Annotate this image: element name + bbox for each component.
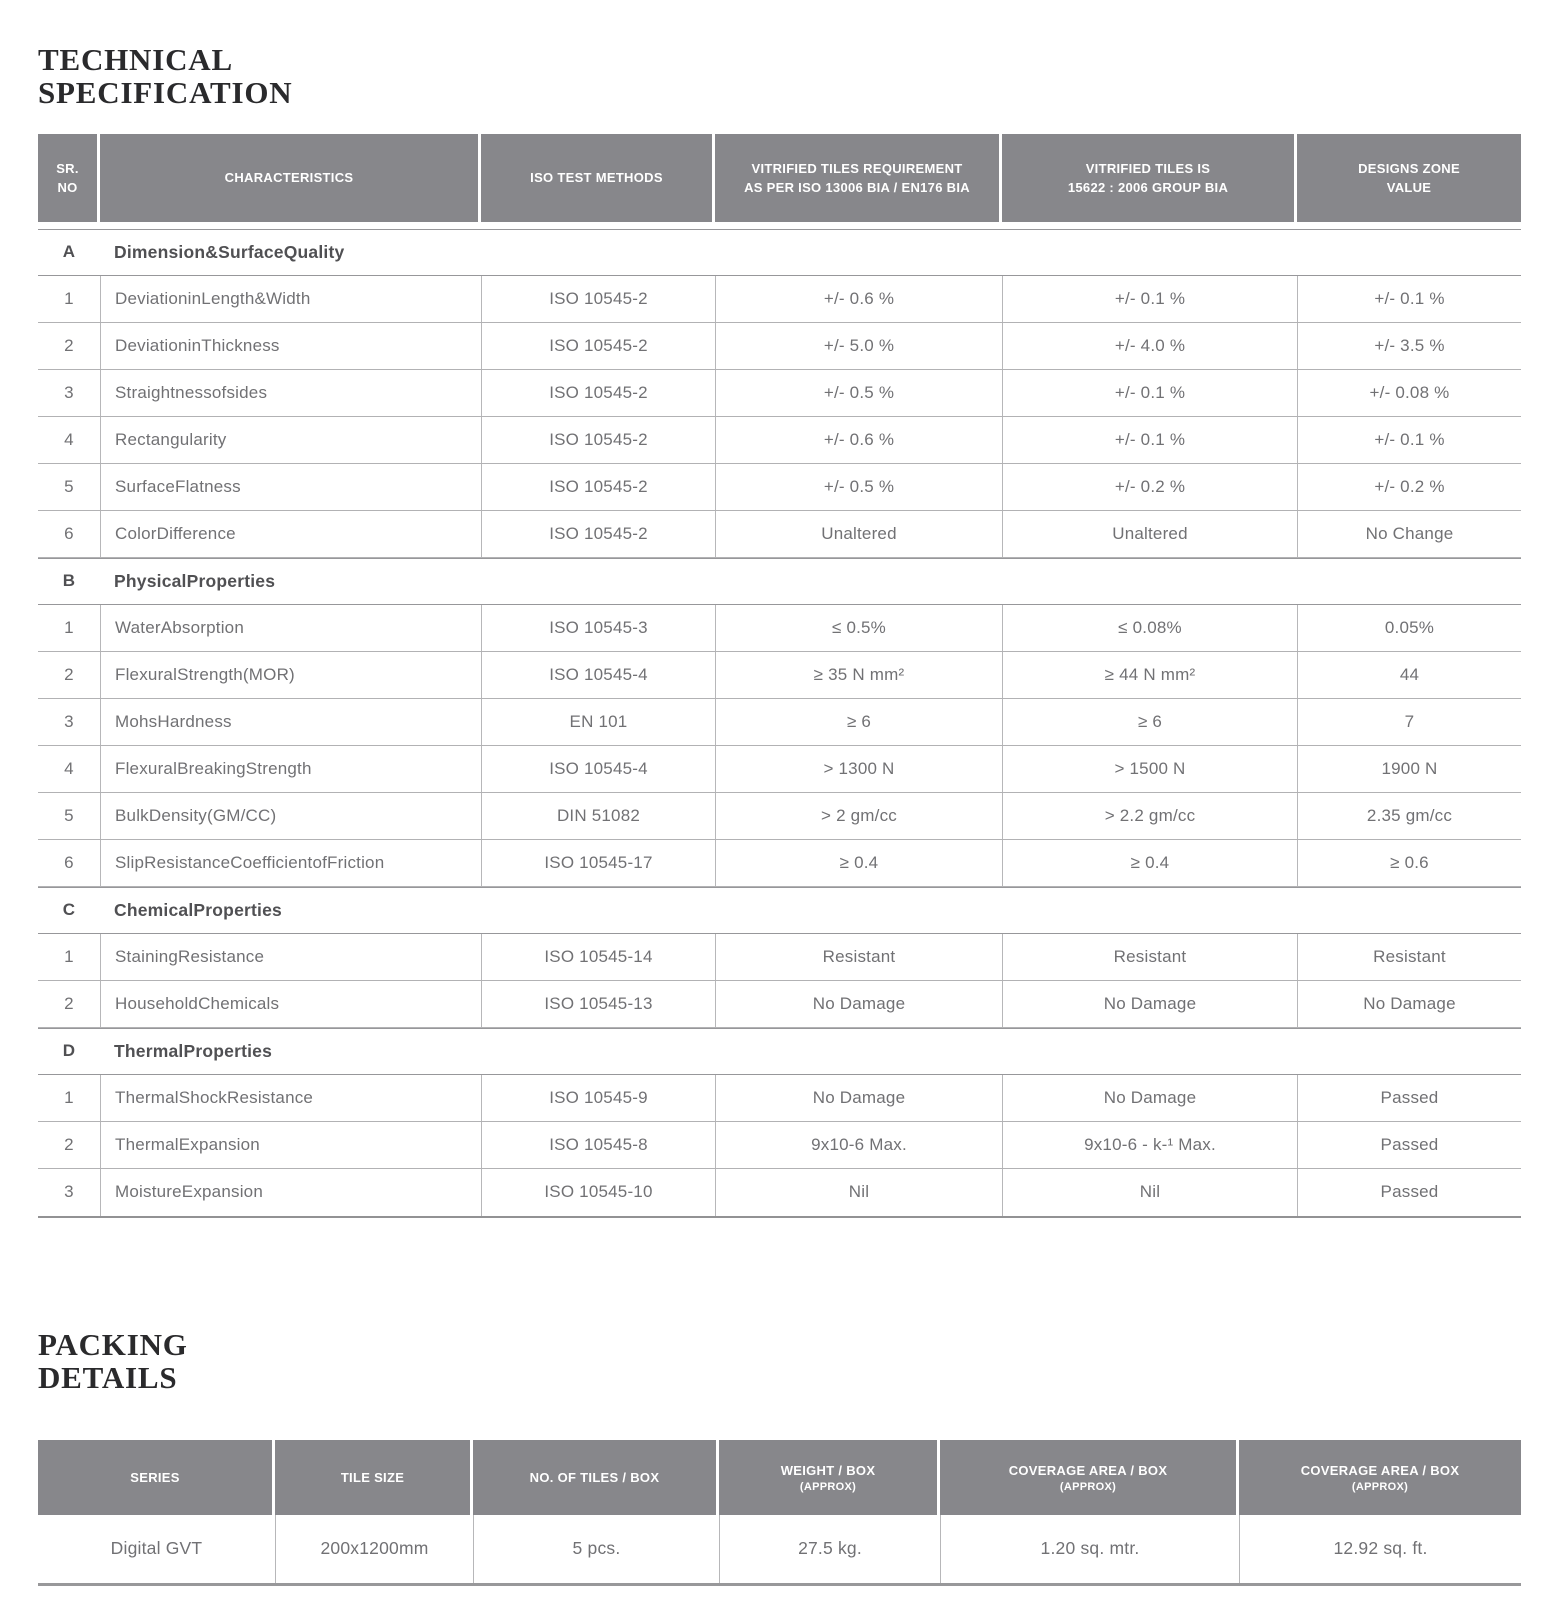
spec-table-header <box>38 134 1521 222</box>
row-requirement: +/- 0.6 % <box>715 276 1002 322</box>
row-characteristic: WaterAbsorption <box>100 605 481 651</box>
row-is-value: +/- 0.1 % <box>1002 417 1297 463</box>
row-characteristic: MoistureExpansion <box>100 1169 481 1216</box>
section-letter: C <box>62 900 76 920</box>
row-requirement: +/- 5.0 % <box>715 323 1002 369</box>
row-number: 3 <box>64 382 74 402</box>
row-requirement: +/- 0.5 % <box>715 464 1002 510</box>
spec-data-row <box>38 981 1521 1028</box>
spec-data-row <box>38 1122 1521 1169</box>
spec-data-row <box>38 511 1521 558</box>
row-coverage-sq-ft: 12.92 sq. ft. <box>1239 1515 1521 1583</box>
row-requirement: Unaltered <box>715 511 1002 557</box>
row-iso-method: ISO 10545-9 <box>481 1075 715 1121</box>
technical-title-line1: TECHNICAL <box>38 41 233 77</box>
row-number: 3 <box>64 1182 74 1202</box>
row-number: 5 <box>64 476 74 496</box>
row-iso-method: ISO 10545-10 <box>481 1169 715 1216</box>
row-zone-value: Passed <box>1297 1169 1521 1216</box>
spec-data-row <box>38 323 1521 370</box>
row-iso-method: ISO 10545-3 <box>481 605 715 651</box>
row-characteristic: DeviationinThickness <box>100 323 481 369</box>
spec-data-row <box>38 276 1521 323</box>
row-characteristic: ThermalExpansion <box>100 1122 481 1168</box>
section-title: ThermalProperties <box>114 1040 273 1061</box>
row-number: 2 <box>64 993 74 1013</box>
spec-header-line1: SR. <box>56 160 79 176</box>
spec-header-line1: ISO TEST METHODS <box>530 170 663 186</box>
spec-table-body <box>38 229 1521 1218</box>
technical-specification-table <box>38 134 1521 1218</box>
row-characteristic: Straightnessofsides <box>100 370 481 416</box>
row-zone-value: +/- 0.1 % <box>1297 276 1521 322</box>
spec-header-line2: 15622 : 2006 GROUP BIA <box>1067 179 1229 195</box>
packing-table-header <box>38 1440 1521 1515</box>
row-characteristic: Rectangularity <box>100 417 481 463</box>
technical-specification-title <box>38 43 1521 109</box>
section-letter: A <box>62 242 76 262</box>
row-zone-value: ≥ 0.6 <box>1297 840 1521 886</box>
row-number: 1 <box>64 1087 74 1107</box>
spec-header-cell <box>100 134 481 222</box>
row-number: 2 <box>64 1134 74 1154</box>
row-characteristic: SlipResistanceCoefficientofFriction <box>100 840 481 886</box>
row-series: Digital GVT <box>110 1538 203 1559</box>
row-is-value: ≥ 0.4 <box>1002 840 1297 886</box>
row-is-value: +/- 0.1 % <box>1002 276 1297 322</box>
section-title: PhysicalProperties <box>114 570 276 591</box>
packing-header-cell <box>38 1440 275 1515</box>
row-characteristic: MohsHardness <box>100 699 481 745</box>
spec-header-line2: AS PER ISO 13006 BIA / EN176 BIA <box>744 179 970 195</box>
row-zone-value: +/- 3.5 % <box>1297 323 1521 369</box>
packing-header-line2: (APPROX) <box>1059 1480 1117 1493</box>
row-characteristic: ThermalShockResistance <box>100 1075 481 1121</box>
row-number: 1 <box>64 617 74 637</box>
row-is-value: +/- 0.1 % <box>1002 370 1297 416</box>
row-is-value: No Damage <box>1002 981 1297 1027</box>
row-requirement: > 1300 N <box>715 746 1002 792</box>
row-iso-method: EN 101 <box>481 699 715 745</box>
row-zone-value: Passed <box>1297 1122 1521 1168</box>
row-characteristic: StainingResistance <box>100 934 481 980</box>
row-weight-per-box: 27.5 kg. <box>719 1515 940 1583</box>
row-zone-value: 0.05% <box>1297 605 1521 651</box>
spec-data-row <box>38 417 1521 464</box>
row-iso-method: ISO 10545-13 <box>481 981 715 1027</box>
row-zone-value: Resistant <box>1297 934 1521 980</box>
row-number: 2 <box>64 664 74 684</box>
packing-details-table <box>38 1440 1521 1586</box>
packing-header-line1: SERIES <box>130 1469 180 1485</box>
spec-header-line2: NO <box>57 179 78 195</box>
row-zone-value: 2.35 gm/cc <box>1297 793 1521 839</box>
spec-data-row <box>38 793 1521 840</box>
packing-header-line1: TILE SIZE <box>340 1469 405 1485</box>
spec-data-row <box>38 934 1521 981</box>
row-zone-value: No Change <box>1297 511 1521 557</box>
packing-data-row <box>38 1515 1521 1583</box>
row-number: 1 <box>64 288 74 308</box>
row-coverage-sq-mtr: 1.20 sq. mtr. <box>940 1515 1239 1583</box>
row-zone-value: No Damage <box>1297 981 1521 1027</box>
row-zone-value: +/- 0.1 % <box>1297 417 1521 463</box>
row-is-value: > 1500 N <box>1002 746 1297 792</box>
row-is-value: ≥ 6 <box>1002 699 1297 745</box>
spec-data-row <box>38 370 1521 417</box>
row-requirement: ≥ 0.4 <box>715 840 1002 886</box>
spec-data-row <box>38 1169 1521 1216</box>
row-requirement: ≥ 6 <box>715 699 1002 745</box>
spec-header-cell <box>481 134 715 222</box>
spec-section-row <box>38 1028 1521 1075</box>
packing-header-line1: NO. OF TILES / BOX <box>529 1469 660 1485</box>
packing-details-title <box>38 1328 1521 1394</box>
row-iso-method: ISO 10545-14 <box>481 934 715 980</box>
row-requirement: Resistant <box>715 934 1002 980</box>
spec-data-row <box>38 605 1521 652</box>
row-is-value: Resistant <box>1002 934 1297 980</box>
row-is-value: ≥ 44 N mm² <box>1002 652 1297 698</box>
row-iso-method: ISO 10545-2 <box>481 370 715 416</box>
row-number: 2 <box>64 335 74 355</box>
row-iso-method: ISO 10545-8 <box>481 1122 715 1168</box>
row-is-value: ≤ 0.08% <box>1002 605 1297 651</box>
row-zone-value: Passed <box>1297 1075 1521 1121</box>
row-number: 3 <box>64 711 74 731</box>
row-characteristic: DeviationinLength&Width <box>100 276 481 322</box>
section-title: ChemicalProperties <box>114 899 282 920</box>
packing-table-body <box>38 1515 1521 1586</box>
row-characteristic: ColorDifference <box>100 511 481 557</box>
row-iso-method: ISO 10545-2 <box>481 511 715 557</box>
row-characteristic: BulkDensity(GM/CC) <box>100 793 481 839</box>
row-is-value: Nil <box>1002 1169 1297 1216</box>
spec-header-line1: VITRIFIED TILES IS <box>1085 160 1211 176</box>
packing-header-line2: (APPROX) <box>799 1480 857 1493</box>
packing-header-line2: (APPROX) <box>1351 1480 1409 1493</box>
row-iso-method: ISO 10545-2 <box>481 417 715 463</box>
section-letter: D <box>62 1041 76 1061</box>
row-iso-method: DIN 51082 <box>481 793 715 839</box>
packing-header-line1: WEIGHT / BOX <box>780 1462 876 1478</box>
packing-title-line1: PACKING <box>38 1326 188 1362</box>
row-zone-value: 7 <box>1297 699 1521 745</box>
spec-data-row <box>38 1075 1521 1122</box>
packing-header-cell <box>473 1440 719 1515</box>
row-is-value: Unaltered <box>1002 511 1297 557</box>
spec-header-cell <box>715 134 1002 222</box>
row-is-value: 9x10-6 - k-¹ Max. <box>1002 1122 1297 1168</box>
packing-header-cell <box>940 1440 1239 1515</box>
row-number: 6 <box>64 852 74 872</box>
row-iso-method: ISO 10545-2 <box>481 276 715 322</box>
row-tiles-per-box: 5 pcs. <box>473 1515 719 1583</box>
row-characteristic: HouseholdChemicals <box>100 981 481 1027</box>
row-is-value: +/- 4.0 % <box>1002 323 1297 369</box>
spec-data-row <box>38 746 1521 793</box>
row-requirement: +/- 0.6 % <box>715 417 1002 463</box>
row-zone-value: +/- 0.2 % <box>1297 464 1521 510</box>
spec-header-cell <box>1002 134 1297 222</box>
row-number: 4 <box>64 758 74 778</box>
spec-header-cell <box>38 134 100 222</box>
row-requirement: ≤ 0.5% <box>715 605 1002 651</box>
packing-title-line2: DETAILS <box>38 1359 178 1395</box>
spec-data-row <box>38 464 1521 511</box>
row-tile-size: 200x1200mm <box>275 1515 473 1583</box>
packing-header-line1: COVERAGE AREA / BOX <box>1008 1462 1168 1478</box>
row-zone-value: +/- 0.08 % <box>1297 370 1521 416</box>
row-characteristic: FlexuralBreakingStrength <box>100 746 481 792</box>
row-iso-method: ISO 10545-4 <box>481 652 715 698</box>
spec-data-row <box>38 699 1521 746</box>
row-is-value: No Damage <box>1002 1075 1297 1121</box>
row-requirement: > 2 gm/cc <box>715 793 1002 839</box>
row-characteristic: FlexuralStrength(MOR) <box>100 652 481 698</box>
spec-header-line2: VALUE <box>1386 179 1432 195</box>
row-number: 1 <box>64 946 74 966</box>
spec-header-line1: DESIGNS ZONE <box>1358 160 1460 176</box>
row-iso-method: ISO 10545-17 <box>481 840 715 886</box>
row-iso-method: ISO 10545-2 <box>481 323 715 369</box>
row-number: 6 <box>64 523 74 543</box>
row-zone-value: 1900 N <box>1297 746 1521 792</box>
row-requirement: 9x10-6 Max. <box>715 1122 1002 1168</box>
row-requirement: ≥ 35 N mm² <box>715 652 1002 698</box>
packing-header-cell <box>719 1440 940 1515</box>
spec-data-row <box>38 652 1521 699</box>
spec-header-line1: CHARACTERISTICS <box>224 170 354 186</box>
row-iso-method: ISO 10545-4 <box>481 746 715 792</box>
row-number: 4 <box>64 429 74 449</box>
row-characteristic: SurfaceFlatness <box>100 464 481 510</box>
spec-header-cell <box>1297 134 1521 222</box>
packing-header-line1: COVERAGE AREA / BOX <box>1300 1462 1460 1478</box>
row-requirement: No Damage <box>715 1075 1002 1121</box>
row-is-value: +/- 0.2 % <box>1002 464 1297 510</box>
spec-section-row <box>38 887 1521 934</box>
packing-header-cell <box>1239 1440 1521 1515</box>
spec-section-row <box>38 229 1521 276</box>
row-iso-method: ISO 10545-2 <box>481 464 715 510</box>
section-letter: B <box>62 571 76 591</box>
row-zone-value: 44 <box>1297 652 1521 698</box>
spec-section-row <box>38 558 1521 605</box>
row-requirement: Nil <box>715 1169 1002 1216</box>
spec-data-row <box>38 840 1521 887</box>
section-title: Dimension&SurfaceQuality <box>114 241 345 262</box>
row-requirement: No Damage <box>715 981 1002 1027</box>
packing-header-cell <box>275 1440 473 1515</box>
row-is-value: > 2.2 gm/cc <box>1002 793 1297 839</box>
technical-title-line2: SPECIFICATION <box>38 74 293 110</box>
row-number: 5 <box>64 805 74 825</box>
spec-header-line1: VITRIFIED TILES REQUIREMENT <box>751 160 963 176</box>
row-requirement: +/- 0.5 % <box>715 370 1002 416</box>
